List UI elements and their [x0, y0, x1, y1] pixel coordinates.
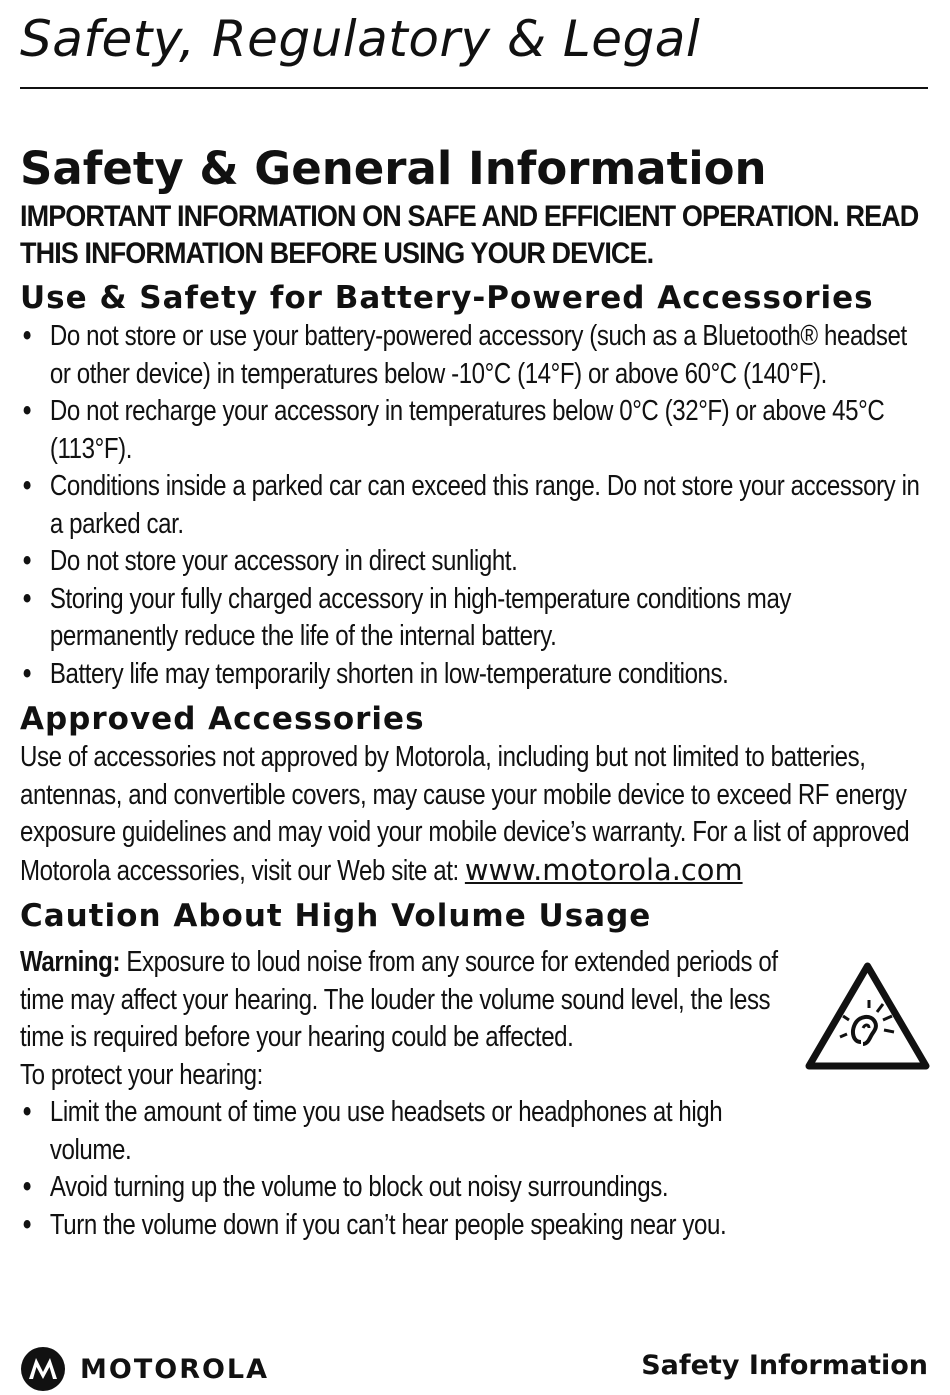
list-item: • Do not store your accessory in direct sunlight. — [20, 543, 925, 581]
section-title-battery: Use & Safety for Battery-Powered Accessories — [20, 280, 874, 316]
bullet-icon: • — [20, 394, 34, 428]
section-title-accessories: Approved Accessories — [20, 701, 425, 737]
motorola-website-link[interactable]: www.motorola.com — [465, 852, 743, 887]
accessories-paragraph: Use of accessories not approved by Motorola, including but not limited to batteries, antennas, and convertible covers, may cause your mobile device to exceed RF energy exposure guidelines and may void your mobile device’s warranty. For a list of approved Motorola accessories, visit our Web site at: www.motorola.com — [20, 741, 910, 887]
section-title-volume: Caution About High Volume Usage — [20, 898, 652, 934]
hearing-list — [20, 1094, 775, 1244]
bullet-icon: • — [20, 581, 34, 616]
bullet-icon: • — [20, 1170, 34, 1204]
section-title-general: Safety & General Information — [20, 142, 767, 195]
header-divider — [20, 87, 928, 89]
page-header-title: Safety, Regulatory & Legal — [20, 10, 701, 68]
list-item: • Turn the volume down if you can’t hear people speaking near you. — [20, 1207, 775, 1245]
hearing-hazard-icon — [805, 962, 930, 1070]
list-item: • Storing your fully charged accessory in high-temperature conditions may permanently reduce the life of the internal battery. — [20, 581, 792, 652]
list-item: • Limit the amount of time you use headsets or headphones at high volume. — [20, 1095, 723, 1166]
battery-section — [20, 278, 930, 693]
footer-section-name: Safety Information — [641, 1350, 928, 1381]
footer-brand: MOTOROLA — [80, 1354, 270, 1385]
list-item: • Conditions inside a parked car can exceed this range. Do not store your accessory in a parked car. — [20, 469, 920, 540]
warning-label: Warning: — [20, 946, 121, 978]
protect-intro: To protect your hearing: — [20, 1058, 263, 1091]
accessories-section — [20, 699, 930, 890]
bullet-icon: • — [20, 656, 34, 691]
list-item: • Do not store or use your battery-powered accessory (such as a Bluetooth® headset or other device) in temperatures below -10°C (14°F) or above 60°C (140°F). — [20, 319, 907, 390]
bullet-icon: • — [20, 1207, 34, 1242]
bullet-icon: • — [20, 469, 34, 503]
bullet-icon: • — [20, 1095, 34, 1129]
list-item: • Avoid turning up the volume to block out noisy surroundings. — [20, 1169, 775, 1207]
important-notice: IMPORTANT INFORMATION ON SAFE AND EFFICIENT OPERATION. READ THIS INFORMATION BEFORE USING YOUR DEVICE. — [20, 200, 919, 270]
bullet-icon: • — [20, 544, 34, 578]
list-item: • Battery life may temporarily shorten in low-temperature conditions. — [20, 656, 925, 694]
battery-list — [20, 318, 925, 693]
list-item: • Do not recharge your accessory in temperatures below 0°C (32°F) or above 45°C (113°F). — [20, 394, 885, 465]
volume-section — [20, 896, 930, 1244]
warning-paragraph: Warning: Exposure to loud noise from any source for extended periods of time may affect your hearing. The louder the volume sound level, the less time is required before your hearing could be affected. — [20, 946, 778, 1053]
page-content — [20, 140, 930, 1244]
motorola-logo-icon — [20, 1346, 66, 1392]
bullet-icon: • — [20, 319, 34, 353]
